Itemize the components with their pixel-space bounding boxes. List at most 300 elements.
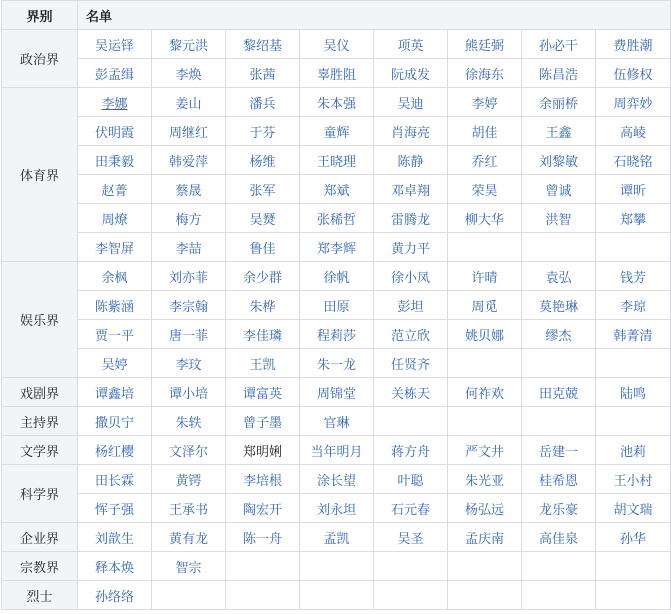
person-link[interactable]: 唐一菲 — [168, 328, 208, 344]
name-cell — [374, 233, 448, 262]
name-cell — [374, 436, 448, 465]
name-cell — [152, 494, 226, 523]
name-cell — [78, 59, 152, 88]
person-link[interactable]: 谭昕 — [620, 183, 647, 199]
person-link[interactable]: 李婷 — [471, 96, 498, 112]
person-link[interactable]: 周觅 — [471, 299, 498, 315]
name-cell — [374, 262, 448, 291]
person-link[interactable]: 桂希恩 — [538, 473, 578, 489]
person-link[interactable]: 彭孟缉 — [94, 67, 134, 83]
name-cell — [226, 407, 300, 436]
name-cell — [78, 407, 152, 436]
person-link[interactable]: 辜胜阻 — [316, 67, 356, 83]
table-row — [2, 175, 671, 204]
name-cell — [596, 407, 671, 436]
name-cell — [226, 436, 300, 465]
person-link[interactable]: 关栋天 — [390, 386, 430, 402]
name-cell — [152, 59, 226, 88]
name-cell — [374, 88, 448, 117]
name-cell — [152, 349, 226, 378]
person-link[interactable]: 高崚 — [620, 125, 647, 141]
name-cell — [448, 59, 522, 88]
person-link[interactable]: 朱一龙 — [316, 357, 356, 373]
name-cell — [226, 59, 300, 88]
category-cell: 文学界 — [2, 436, 78, 465]
person-link[interactable]: 李琼 — [620, 299, 647, 315]
person-link[interactable]: 钱芳 — [620, 270, 647, 286]
name-cell — [596, 291, 671, 320]
person-link[interactable]: 荣昊 — [471, 183, 498, 199]
name-cell — [596, 146, 671, 175]
name-cell — [300, 233, 374, 262]
person-link[interactable]: 韩爱萍 — [168, 154, 208, 170]
person-link[interactable]: 涂长望 — [316, 473, 356, 489]
person-link[interactable]: 孟庆南 — [464, 531, 504, 547]
table-row — [2, 88, 671, 117]
name-cell — [300, 552, 374, 581]
table-row — [2, 349, 671, 378]
person-link[interactable]: 吴圣 — [397, 531, 424, 547]
name-cell — [226, 146, 300, 175]
name-cell — [596, 320, 671, 349]
person-link[interactable]: 杨红樱 — [94, 444, 134, 460]
person-link[interactable]: 袁弘 — [545, 270, 572, 286]
person-link[interactable]: 余少群 — [242, 270, 282, 286]
person-link[interactable]: 洪智 — [545, 212, 572, 228]
person-link[interactable]: 郑攀 — [620, 212, 647, 228]
name-cell — [596, 349, 671, 378]
person-link[interactable]: 贾一平 — [94, 328, 134, 344]
person-link[interactable]: 恽子强 — [94, 502, 134, 518]
name-cell — [448, 117, 522, 146]
member-table — [1, 0, 671, 610]
name-cell — [300, 494, 374, 523]
person-link[interactable]: 肖海亮 — [390, 125, 430, 141]
person-link[interactable]: 蒋方舟 — [390, 444, 430, 460]
person-link[interactable]: 严文井 — [464, 444, 504, 460]
table-row — [2, 146, 671, 175]
person-link[interactable]: 余丽桥 — [538, 96, 578, 112]
name-cell — [596, 175, 671, 204]
person-link[interactable]: 陈静 — [397, 154, 424, 170]
person-link[interactable]: 曾诚 — [545, 183, 572, 199]
person-link[interactable]: 黄力平 — [390, 241, 430, 257]
person-link[interactable]: 周继红 — [168, 125, 208, 141]
person-link[interactable]: 岳建一 — [538, 444, 578, 460]
name-cell — [374, 175, 448, 204]
person-link[interactable]: 陈昌浩 — [538, 67, 578, 83]
name-cell — [300, 204, 374, 233]
name-cell — [78, 88, 152, 117]
person-link[interactable]: 潘兵 — [249, 96, 276, 112]
person-link[interactable]: 池莉 — [620, 444, 647, 460]
person-link[interactable]: 文泽尔 — [168, 444, 208, 460]
person-link[interactable]: 于芬 — [249, 125, 276, 141]
name-cell — [300, 378, 374, 407]
person-link[interactable]: 朱桦 — [249, 299, 276, 315]
name-cell — [78, 552, 152, 581]
table-row — [2, 523, 671, 552]
name-cell — [78, 320, 152, 349]
name-cell — [448, 465, 522, 494]
name-cell — [78, 436, 152, 465]
person-link[interactable]: 周锦堂 — [316, 386, 356, 402]
table-row — [2, 117, 671, 146]
person-link[interactable]: 石晓铭 — [613, 154, 653, 170]
person-link[interactable]: 陆鸣 — [620, 386, 647, 402]
name-cell — [374, 204, 448, 233]
person-link[interactable]: 吴婷 — [101, 357, 128, 373]
name-cell — [300, 523, 374, 552]
name-cell — [78, 291, 152, 320]
name-cell — [522, 175, 596, 204]
name-cell — [374, 552, 448, 581]
person-link[interactable]: 蔡晟 — [175, 183, 202, 199]
name-cell — [152, 117, 226, 146]
name-cell — [522, 465, 596, 494]
name-cell — [448, 30, 522, 59]
name-cell — [226, 378, 300, 407]
person-link[interactable]: 鲁佳 — [249, 241, 276, 257]
person-link[interactable]: 智宗 — [175, 560, 202, 576]
person-link[interactable]: 彭坦 — [397, 299, 424, 315]
name-cell — [374, 320, 448, 349]
name-cell — [152, 146, 226, 175]
person-link[interactable]: 李焕 — [175, 67, 202, 83]
name-cell — [300, 465, 374, 494]
person-link[interactable]: 熊廷弼 — [464, 38, 504, 54]
name-cell — [78, 523, 152, 552]
person-link[interactable]: 李喆 — [175, 241, 202, 257]
person-link[interactable]: 李宗翰 — [168, 299, 208, 315]
person-link[interactable]: 徐海东 — [464, 67, 504, 83]
person-link[interactable]: 邓卓翔 — [390, 183, 430, 199]
name-cell — [448, 262, 522, 291]
category-cell: 宗教界 — [2, 552, 78, 581]
person-link[interactable]: 撒贝宁 — [94, 415, 134, 431]
name-cell — [448, 494, 522, 523]
person-link[interactable]: 叶聪 — [397, 473, 424, 489]
name-cell — [374, 465, 448, 494]
table-header-row — [2, 1, 671, 30]
name-cell — [448, 233, 522, 262]
person-link[interactable]: 杨弘远 — [464, 502, 504, 518]
name-cell — [78, 494, 152, 523]
table-row — [2, 465, 671, 494]
person-link[interactable]: 孙必干 — [538, 38, 578, 54]
person-link[interactable]: 梅方 — [175, 212, 202, 228]
person-link[interactable]: 王小村 — [613, 473, 653, 489]
name-cell — [522, 552, 596, 581]
person-link[interactable]: 伍修权 — [613, 67, 653, 83]
person-link[interactable]: 胡佳 — [471, 125, 498, 141]
name-cell — [596, 262, 671, 291]
name-cell — [226, 523, 300, 552]
name-cell — [374, 349, 448, 378]
person-link[interactable]: 释本焕 — [94, 560, 134, 576]
name-cell — [300, 291, 374, 320]
name-cell — [522, 407, 596, 436]
name-cell — [596, 523, 671, 552]
table-row — [2, 262, 671, 291]
name-cell — [374, 494, 448, 523]
category-cell: 戏剧界 — [2, 378, 78, 407]
person-link[interactable]: 朱本强 — [316, 96, 356, 112]
names-header: 名单 — [78, 1, 671, 30]
name-cell — [78, 204, 152, 233]
name-cell — [522, 30, 596, 59]
table-row — [2, 552, 671, 581]
name-cell — [226, 204, 300, 233]
category-cell: 烈士 — [2, 581, 78, 610]
person-link[interactable]: 王凯 — [249, 357, 276, 373]
person-link[interactable]: 吴运铎 — [94, 38, 134, 54]
table-row — [2, 436, 671, 465]
person-link[interactable]: 当年明月 — [310, 444, 363, 460]
person-link[interactable]: 谭小培 — [168, 386, 208, 402]
person-link[interactable]: 李娜 — [101, 96, 128, 112]
table-row — [2, 407, 671, 436]
name-cell — [226, 175, 300, 204]
table-body — [2, 30, 671, 610]
person-link[interactable]: 田长霖 — [94, 473, 134, 489]
person-link[interactable]: 缪杰 — [545, 328, 572, 344]
name-cell — [448, 349, 522, 378]
person-link[interactable]: 吴燹 — [249, 212, 276, 228]
person-name: 郑明娳 — [242, 444, 282, 460]
name-cell — [226, 349, 300, 378]
name-cell — [152, 175, 226, 204]
person-link[interactable]: 王承书 — [168, 502, 208, 518]
name-cell — [448, 407, 522, 436]
person-link[interactable]: 曾子墨 — [242, 415, 282, 431]
person-link[interactable]: 姚贝娜 — [464, 328, 504, 344]
name-cell — [152, 262, 226, 291]
person-link[interactable]: 周弈妙 — [613, 96, 653, 112]
name-cell — [78, 175, 152, 204]
person-link[interactable]: 胡文瑞 — [613, 502, 653, 518]
name-cell — [226, 320, 300, 349]
person-link[interactable]: 柳大华 — [464, 212, 504, 228]
name-cell — [226, 465, 300, 494]
name-cell — [78, 117, 152, 146]
name-cell — [226, 233, 300, 262]
person-link[interactable]: 谭富英 — [242, 386, 282, 402]
name-cell — [448, 88, 522, 117]
name-cell — [448, 204, 522, 233]
person-link[interactable]: 项英 — [397, 38, 424, 54]
table-row — [2, 291, 671, 320]
person-link[interactable]: 张军 — [249, 183, 276, 199]
person-link[interactable]: 许晴 — [471, 270, 498, 286]
person-link[interactable]: 赵菁 — [101, 183, 128, 199]
table-row — [2, 30, 671, 59]
name-cell — [152, 436, 226, 465]
person-link[interactable]: 石元春 — [390, 502, 430, 518]
name-cell — [78, 465, 152, 494]
name-cell — [522, 233, 596, 262]
name-cell — [300, 407, 374, 436]
person-link[interactable]: 姜山 — [175, 96, 202, 112]
name-cell — [152, 30, 226, 59]
table-row — [2, 204, 671, 233]
name-cell — [522, 204, 596, 233]
person-link[interactable]: 范立欣 — [390, 328, 430, 344]
name-cell — [78, 146, 152, 175]
name-cell — [596, 88, 671, 117]
table-row — [2, 320, 671, 349]
name-cell — [300, 175, 374, 204]
person-link[interactable]: 黄有龙 — [168, 531, 208, 547]
person-link[interactable]: 朱光亚 — [464, 473, 504, 489]
name-cell — [374, 59, 448, 88]
person-link[interactable]: 田原 — [323, 299, 350, 315]
person-link[interactable]: 孙华 — [620, 531, 647, 547]
person-link[interactable]: 伏明霞 — [94, 125, 134, 141]
person-link[interactable]: 韩菁清 — [613, 328, 653, 344]
person-link[interactable]: 黎绍基 — [242, 38, 282, 54]
person-link[interactable]: 陶宏开 — [242, 502, 282, 518]
person-link[interactable]: 张茜 — [249, 67, 276, 83]
person-link[interactable]: 陈紫涵 — [94, 299, 134, 315]
person-link[interactable]: 周燎 — [101, 212, 128, 228]
person-link[interactable]: 余枫 — [101, 270, 128, 286]
person-link[interactable]: 李佳璘 — [242, 328, 282, 344]
name-cell — [374, 291, 448, 320]
name-cell — [152, 552, 226, 581]
name-cell — [522, 320, 596, 349]
category-cell: 体育界 — [2, 88, 78, 262]
person-link[interactable]: 刘歆生 — [94, 531, 134, 547]
name-cell — [152, 291, 226, 320]
person-link[interactable]: 阮成发 — [390, 67, 430, 83]
person-link[interactable]: 徐帆 — [323, 270, 350, 286]
person-link[interactable]: 雷腾龙 — [390, 212, 430, 228]
name-cell — [448, 552, 522, 581]
person-link[interactable]: 童辉 — [323, 125, 350, 141]
name-cell — [522, 581, 596, 610]
person-link[interactable]: 刘亦菲 — [168, 270, 208, 286]
name-cell — [522, 146, 596, 175]
person-link[interactable]: 任贤齐 — [390, 357, 430, 373]
name-cell — [522, 117, 596, 146]
name-cell — [374, 117, 448, 146]
person-link[interactable]: 孙络络 — [94, 589, 134, 605]
name-cell — [596, 552, 671, 581]
person-link[interactable]: 李培根 — [242, 473, 282, 489]
name-cell — [448, 378, 522, 407]
name-cell — [152, 204, 226, 233]
person-link[interactable]: 程莉莎 — [316, 328, 356, 344]
name-cell — [596, 378, 671, 407]
name-cell — [374, 407, 448, 436]
name-cell — [226, 494, 300, 523]
name-cell — [78, 581, 152, 610]
person-link[interactable]: 杨维 — [249, 154, 276, 170]
name-cell — [152, 407, 226, 436]
person-link[interactable]: 李智屏 — [94, 241, 134, 257]
person-link[interactable]: 王鑫 — [545, 125, 572, 141]
name-cell — [522, 291, 596, 320]
name-cell — [596, 233, 671, 262]
person-link[interactable]: 高佳泉 — [538, 531, 578, 547]
name-cell — [78, 262, 152, 291]
name-cell — [522, 88, 596, 117]
person-link[interactable]: 吴迪 — [397, 96, 424, 112]
name-cell — [226, 88, 300, 117]
person-link[interactable]: 官琳 — [323, 415, 350, 431]
name-cell — [300, 262, 374, 291]
name-cell — [522, 349, 596, 378]
person-link[interactable]: 郑斌 — [323, 183, 350, 199]
person-link[interactable]: 乔红 — [471, 154, 498, 170]
category-cell: 主持界 — [2, 407, 78, 436]
person-link[interactable]: 郑李辉 — [316, 241, 356, 257]
name-cell — [596, 436, 671, 465]
person-link[interactable]: 黄锷 — [175, 473, 202, 489]
person-link[interactable]: 刘黎敏 — [538, 154, 578, 170]
name-cell — [226, 552, 300, 581]
person-link[interactable]: 张稀哲 — [316, 212, 356, 228]
name-cell — [300, 146, 374, 175]
person-link[interactable]: 田克兢 — [538, 386, 578, 402]
name-cell — [522, 262, 596, 291]
name-cell — [448, 175, 522, 204]
category-cell: 企业界 — [2, 523, 78, 552]
name-cell — [522, 494, 596, 523]
person-link[interactable]: 龙乐豪 — [538, 502, 578, 518]
person-link[interactable]: 孟凯 — [323, 531, 350, 547]
name-cell — [226, 291, 300, 320]
person-link[interactable]: 莫艳琳 — [538, 299, 578, 315]
person-link[interactable]: 李玟 — [175, 357, 202, 373]
name-cell — [152, 581, 226, 610]
name-cell — [596, 494, 671, 523]
name-cell — [78, 233, 152, 262]
person-link[interactable]: 陈一舟 — [242, 531, 282, 547]
name-cell — [78, 349, 152, 378]
name-cell — [300, 581, 374, 610]
name-cell — [300, 30, 374, 59]
name-cell — [78, 378, 152, 407]
person-link[interactable]: 朱轶 — [175, 415, 202, 431]
name-cell — [522, 436, 596, 465]
name-cell — [374, 146, 448, 175]
person-link[interactable]: 谭鑫培 — [94, 386, 134, 402]
name-cell — [152, 88, 226, 117]
name-cell — [596, 117, 671, 146]
person-link[interactable]: 何祚欢 — [464, 386, 504, 402]
name-cell — [596, 581, 671, 610]
name-cell — [448, 291, 522, 320]
person-link[interactable]: 刘永坦 — [316, 502, 356, 518]
name-cell — [596, 59, 671, 88]
name-cell — [300, 320, 374, 349]
name-cell — [226, 117, 300, 146]
person-link[interactable]: 徐小凤 — [390, 270, 430, 286]
category-header: 界别 — [2, 1, 78, 30]
category-cell: 娱乐界 — [2, 262, 78, 378]
person-link[interactable]: 田秉毅 — [94, 154, 134, 170]
person-link[interactable]: 王晓理 — [316, 154, 356, 170]
name-cell — [152, 233, 226, 262]
person-link[interactable]: 黎元洪 — [168, 38, 208, 54]
name-cell — [152, 523, 226, 552]
table-row — [2, 581, 671, 610]
table-row — [2, 494, 671, 523]
person-link[interactable]: 吴仪 — [323, 38, 350, 54]
person-link[interactable]: 费胜潮 — [613, 38, 653, 54]
